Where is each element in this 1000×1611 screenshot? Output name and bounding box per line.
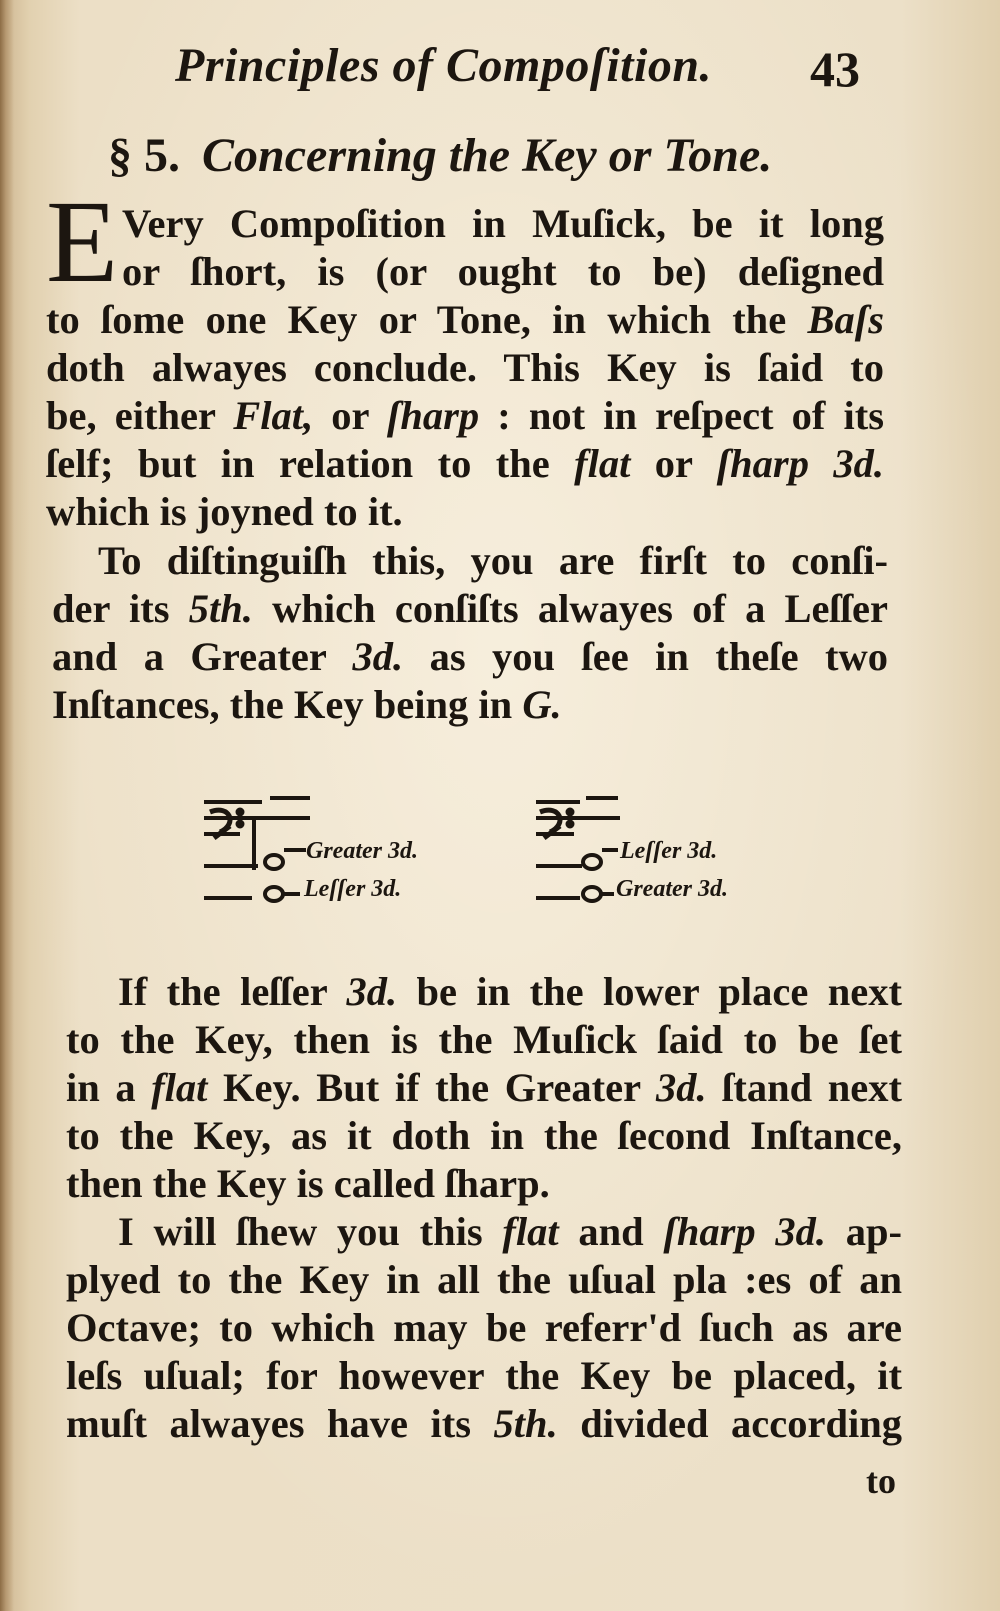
right-lower-label: Greater 3d. [616,876,728,902]
text-line: to ſome one Key or Tone, in which the Baſs [46,297,884,342]
page-number: 43 [810,41,860,97]
text-line: then the Key is called ſharp. [66,1161,550,1206]
text-line: Very Compoſition in Muſick, be it long [122,201,884,246]
left-upper-label: Greater 3d. [306,838,418,864]
text-line: To diſtinguiſh this, you are firſt to conſi- [98,538,888,583]
paragraph-3 [66,968,902,1448]
text-line: Octave; to which may be referr'd ſuch as are [66,1305,902,1350]
text-line: If the leſſer 3d. be in the lower place next [118,969,903,1014]
text-line: or ſhort, is (or ought to be) deſigned [122,249,884,294]
text-line: in a flat Key. But if the Greater 3d. ſtand next [66,1065,902,1110]
left-lower-label: Leſſer 3d. [304,876,402,902]
text-line: and a Greater 3d. as you ſee in theſe two [52,634,889,679]
section-number: § 5. [108,129,180,182]
section-heading [108,128,772,183]
text-line: leſs uſual; for however the Key be placed, it [66,1353,902,1398]
section-title: Concerning the Key or Tone. [202,129,773,182]
text-line: muſt alwayes have its 5th. divided according [66,1401,903,1446]
text-line: to the Key, then is the Muſick ſaid to be ſet [66,1017,903,1062]
text-line: to the Key, as it doth in the ſecond Inſtance, [66,1113,902,1158]
example-left [204,798,310,901]
paragraph-1 [46,200,884,536]
drop-cap: E [46,176,119,307]
text-line: ſelf; but in relation to the flat or ſharp 3d. [46,441,884,486]
text-line: Inſtances, the Key being in G. [52,682,562,727]
music-example-diagram [200,790,840,930]
running-head [0,38,1000,108]
text-line: I will ſhew you this flat and ſharp 3d. ap- [118,1209,903,1254]
text-line: be, either Flat, or ſharp : not in reſpect of its [46,393,884,438]
text-line: which is joyned to it. [46,489,403,534]
right-upper-label: Leſſer 3d. [620,838,718,864]
text-line: plyed to the Key in all the uſual pla :es of an [66,1257,902,1302]
paragraph-2 [52,537,888,729]
catchword: to [866,1461,896,1501]
page-gutter-shadow [0,0,14,1611]
example-right [536,798,620,901]
text-line: der its 5th. which conſiſts alwayes of a Leſſer [52,586,888,631]
text-line: doth alwayes conclude. This Key is ſaid to [46,345,884,390]
running-head-title: Principles of Compoſition. [175,39,713,92]
